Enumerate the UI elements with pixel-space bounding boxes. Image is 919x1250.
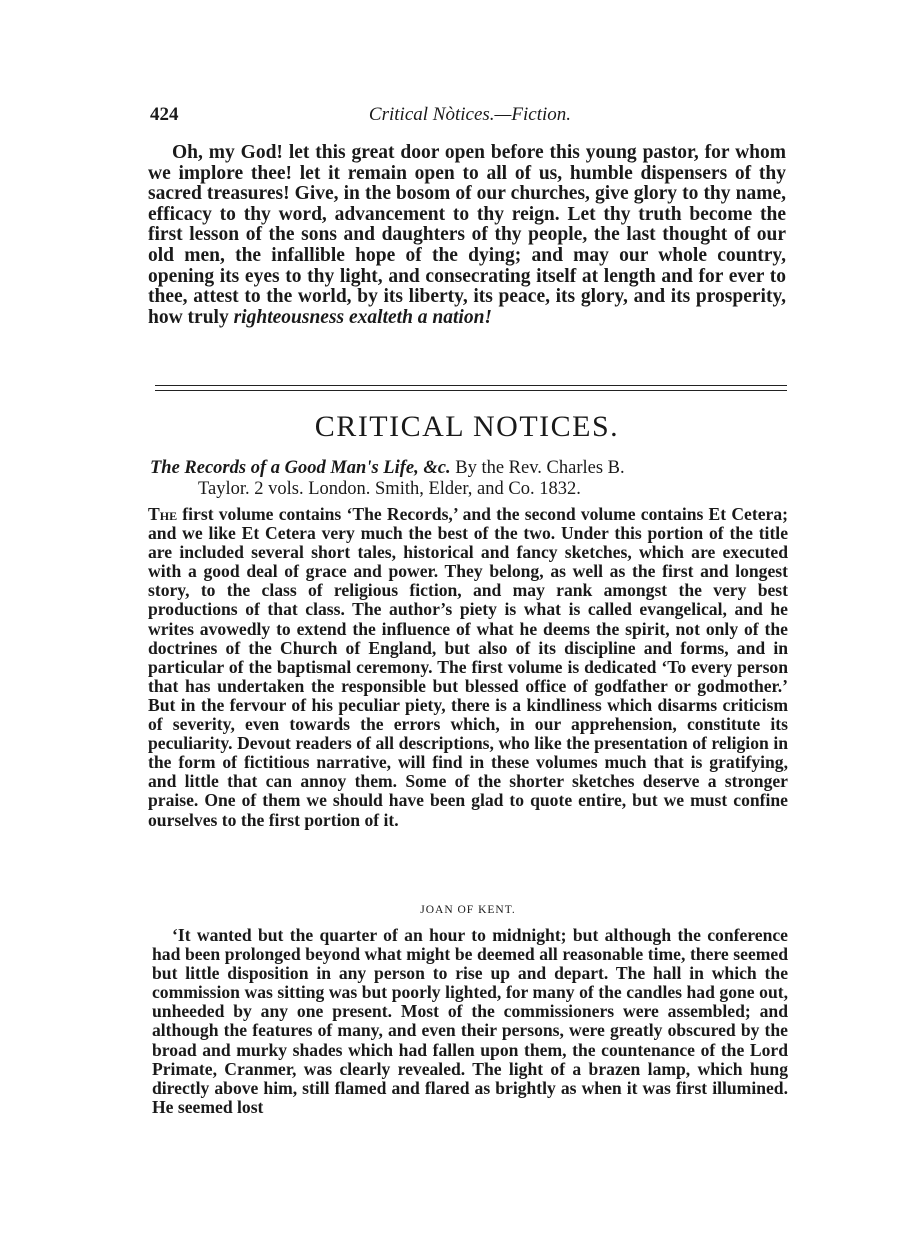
prayer-text: Oh, my God! let this great door open before this young pastor, for whom we implore thee! let it remain open to all of us, humble dispensers of thy sacred treasures! Give, in the bosom of our churches, give glory to thy name, efficacy to thy word, advancement to thy reign. Let thy truth become the first lesson of the sons and daughters of thy people, the last thought of our old men, the infallible hope of the dying; and may our whole country, opening its eyes to thy light, and consecrating itself at length and for ever to thee, attest to the world, by its liberty, its peace, its glory, and its prosperity, how truly — [148, 142, 786, 328]
prayer-paragraph — [148, 143, 786, 328]
book-title: The Records of a Good Man's Life, &c. — [150, 458, 451, 478]
citation-publication: Taylor. 2 vols. London. Smith, Elder, and Co. 1832. — [198, 479, 581, 499]
running-title: Critical Nòtices.—Fiction. — [368, 104, 572, 125]
running-head — [150, 104, 790, 132]
page-number: 424 — [150, 104, 179, 125]
review-body — [148, 505, 788, 830]
prayer-emphasis: righteousness exalteth a nation! — [233, 306, 493, 328]
section-divider — [155, 385, 787, 391]
review-text: first volume contains ‘The Records,’ and the second volume contains Et Cetera; and we like Et Cetera very much the best of the two. Under this portion of the title are included several short tales, historical and fancy sketches, which are executed with a good deal of grace and power. They belong, as well as the first and longest story, to the class of religious fiction, and may rank amongst the very best productions of that class. The author’s piety is what is called evangelical, and he writes avowedly to extend the influence of what he deems the spirit, not only of the doctrines of the Church of England, but also of its discipline and forms, and in particular of the baptismal ceremony. The first volume is dedicated ‘To every person that has undertaken the responsible but blessed office of godfather or godmother.’ But in the fervour of his peculiar piety, there is a kindliness which disarms criticism of severity, even towards the errors which, in our apprehension, constitute its peculiarity. Devout readers of all descriptions, who like the presentation of religion in the form of fictitious narrative, will find in these volumes much that is gratifying, and little that can annoy them. Some of the shorter sketches deserve a stronger praise. One of them we should have been glad to quote entire, but we must confine ourselves to the first portion of it. — [148, 504, 788, 830]
citation-line-1 — [150, 458, 790, 479]
excerpt-body: ‘It wanted but the quarter of an hour to midnight; but although the conference had been prolonged beyond what might be deemed all reasonable time, there seemed but little disposition in any person to rise up and depart. The hall in which the commission was sitting was but poorly lighted, for many of the candles had gone out, unheeded by any one present. Most of the commissioners were assembled; and although the features of many, and even their persons, were greatly obscured by the broad and murky shades which had fallen upon them, the countenance of the Lord Primate, Cranmer, was clearly revealed. The light of a brazen lamp, which hung directly above him, still flamed and flared as brightly as when it was first illumined. He seemed lost — [152, 925, 788, 1117]
citation-author: By the Rev. Charles B. — [455, 458, 625, 478]
book-citation — [150, 458, 790, 500]
excerpt-heading: JOAN OF KENT. — [420, 904, 516, 916]
section-heading: CRITICAL NOTICES. — [314, 410, 620, 443]
review-lead-word: The — [148, 504, 178, 524]
